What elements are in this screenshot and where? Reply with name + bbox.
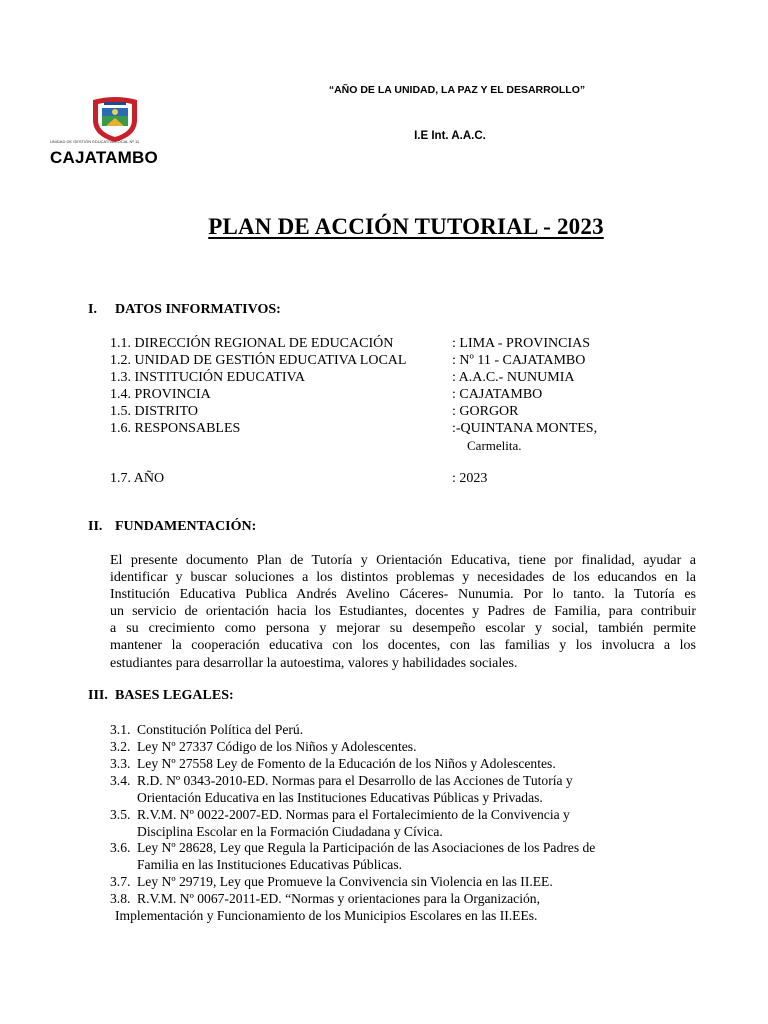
info-row-label: 1.3. INSTITUCIÓN EDUCATIVA xyxy=(110,370,305,385)
responsible-continuation: Carmelita. xyxy=(467,438,522,453)
legal-item-number: 3.2. xyxy=(110,739,131,754)
paragraph-line: Institución Educativa Publica Andrés Avelino Cáceres- Nunumia. Por lo tanto. la Tutoría es xyxy=(110,587,696,603)
legal-item xyxy=(110,722,303,739)
legal-item-text: Ley Nº 27337 Código de los Niños y Adolescentes. xyxy=(137,739,417,754)
info-row xyxy=(110,335,590,352)
legal-item-number: 3.8. xyxy=(110,891,131,906)
paragraph-line: estudiantes para desarrollar la autoestima, valores y habilidades sociales. xyxy=(110,655,518,671)
year-slogan: “AÑO DE LA UNIDAD, LA PAZ Y EL DESARROLLO” xyxy=(328,84,586,96)
info-row-label: 1.6. RESPONSABLES xyxy=(110,421,241,436)
legal-item-text: Constitución Política del Perú. xyxy=(137,722,304,737)
legal-item-number: 3.4. xyxy=(110,773,131,788)
legal-item xyxy=(110,891,540,908)
legal-item-last-line: Implementación y Funcionamiento de los Municipios Escolares en las II.EEs. xyxy=(115,908,538,923)
info-row xyxy=(110,420,597,437)
legal-item-number: 3.3. xyxy=(110,756,131,771)
legal-item-continuation: Familia en las Instituciones Educativas Públicas. xyxy=(137,856,403,872)
info-row xyxy=(110,386,542,403)
paragraph-line: El presente documento Plan de Tutoría y Orientación Educativa, tiene por finalidad, ayudar a xyxy=(110,553,696,568)
fundamentacion-paragraph xyxy=(110,552,696,672)
legal-item-number: 3.7. xyxy=(110,874,131,889)
legal-item xyxy=(110,739,416,756)
legal-item xyxy=(110,773,573,807)
legal-item-number: 3.5. xyxy=(110,807,131,822)
section-3-heading xyxy=(88,688,234,704)
info-row-year xyxy=(110,470,487,487)
info-row xyxy=(110,369,575,386)
info-row-value: : LIMA - PROVINCIAS xyxy=(452,336,591,351)
legal-item xyxy=(110,807,570,841)
logo-wordmark: CAJATAMBO xyxy=(50,148,158,167)
legal-item-text: Ley Nº 29719, Ley que Promueve la Convivencia sin Violencia en las II.EE. xyxy=(137,874,553,889)
legal-item xyxy=(110,874,553,891)
legal-item-continuation: Disciplina Escolar en la Formación Ciudadana y Cívica. xyxy=(137,823,443,839)
info-row-label: 1.1. DIRECCIÓN REGIONAL DE EDUCACIÓN xyxy=(110,336,394,351)
info-row-value: : Nº 11 - CAJATAMBO xyxy=(452,353,586,368)
info-row-label: 1.4. PROVINCIA xyxy=(110,387,211,402)
section-2-title: FUNDAMENTACIÓN: xyxy=(115,519,257,534)
legal-item-number: 3.1. xyxy=(110,722,131,737)
paragraph-line: mantener la cooperación educativa con los docentes, con las familias y los involucra a los xyxy=(110,638,696,654)
info-row-label: 1.2. UNIDAD DE GESTIÓN EDUCATIVA LOCAL xyxy=(110,353,407,368)
section-3-title: BASES LEGALES: xyxy=(115,688,234,703)
legal-item-text: R.V.M. Nº 0022-2007-ED. Normas para el Fortalecimiento de la Convivencia y xyxy=(137,807,570,822)
legal-item xyxy=(110,840,595,874)
section-3-number: III. xyxy=(88,688,108,703)
legal-item-text: Ley Nº 28628, Ley que Regula la Participación de las Asociaciones de los Padres de xyxy=(137,840,596,855)
school-name: I.E Int. A.A.C. xyxy=(414,130,486,142)
legal-item-text: R.V.M. Nº 0067-2011-ED. “Normas y orientaciones para la Organización, xyxy=(137,891,540,906)
info-row xyxy=(110,403,519,420)
info-row-value: : 2023 xyxy=(452,471,488,486)
info-row-value: :-QUINTANA MONTES, xyxy=(452,421,598,436)
legal-item-text: Ley Nº 27558 Ley de Fomento de la Educación de los Niños y Adolescentes. xyxy=(137,756,556,771)
paragraph-line: identificar y buscar soluciones a los distintos problemas y necesidades de los educandos en la xyxy=(110,570,696,586)
section-1-heading xyxy=(88,302,281,318)
page-title: PLAN DE ACCIÓN TUTORIAL - 2023 xyxy=(208,214,604,239)
info-row-value: : A.A.C.- NUNUMIA xyxy=(452,370,575,385)
section-2-number: II. xyxy=(88,519,103,534)
info-row-label: 1.5. DISTRITO xyxy=(110,404,199,419)
section-1-title: DATOS INFORMATIVOS: xyxy=(115,302,281,317)
info-row-value: : CAJATAMBO xyxy=(452,387,543,402)
legal-item-continuation: Orientación Educativa en las Instituciones Educativas Públicas y Privadas. xyxy=(137,789,543,805)
info-row-label: 1.7. AÑO xyxy=(110,471,165,486)
legal-item-text: R.D. Nº 0343-2010-ED. Normas para el Desarrollo de las Acciones de Tutoría y xyxy=(137,773,573,788)
paragraph-line: a su crecimiento como persona y mejorar su desempeño escolar y social, también permite xyxy=(110,621,696,637)
legal-item xyxy=(110,756,556,773)
logo-subtitle: UNIDAD DE GESTIÓN EDUCATIVA LOCAL Nº 11 xyxy=(50,139,140,144)
section-2-heading xyxy=(88,519,256,535)
legal-item-number: 3.6. xyxy=(110,840,131,855)
info-row xyxy=(110,352,585,369)
info-row-value: : GORGOR xyxy=(452,404,519,419)
paragraph-line: un servicio de orientación hacia los Estudiantes, docentes y Padres de Familia, para contribuir xyxy=(110,604,696,620)
section-1-number: I. xyxy=(88,302,97,317)
